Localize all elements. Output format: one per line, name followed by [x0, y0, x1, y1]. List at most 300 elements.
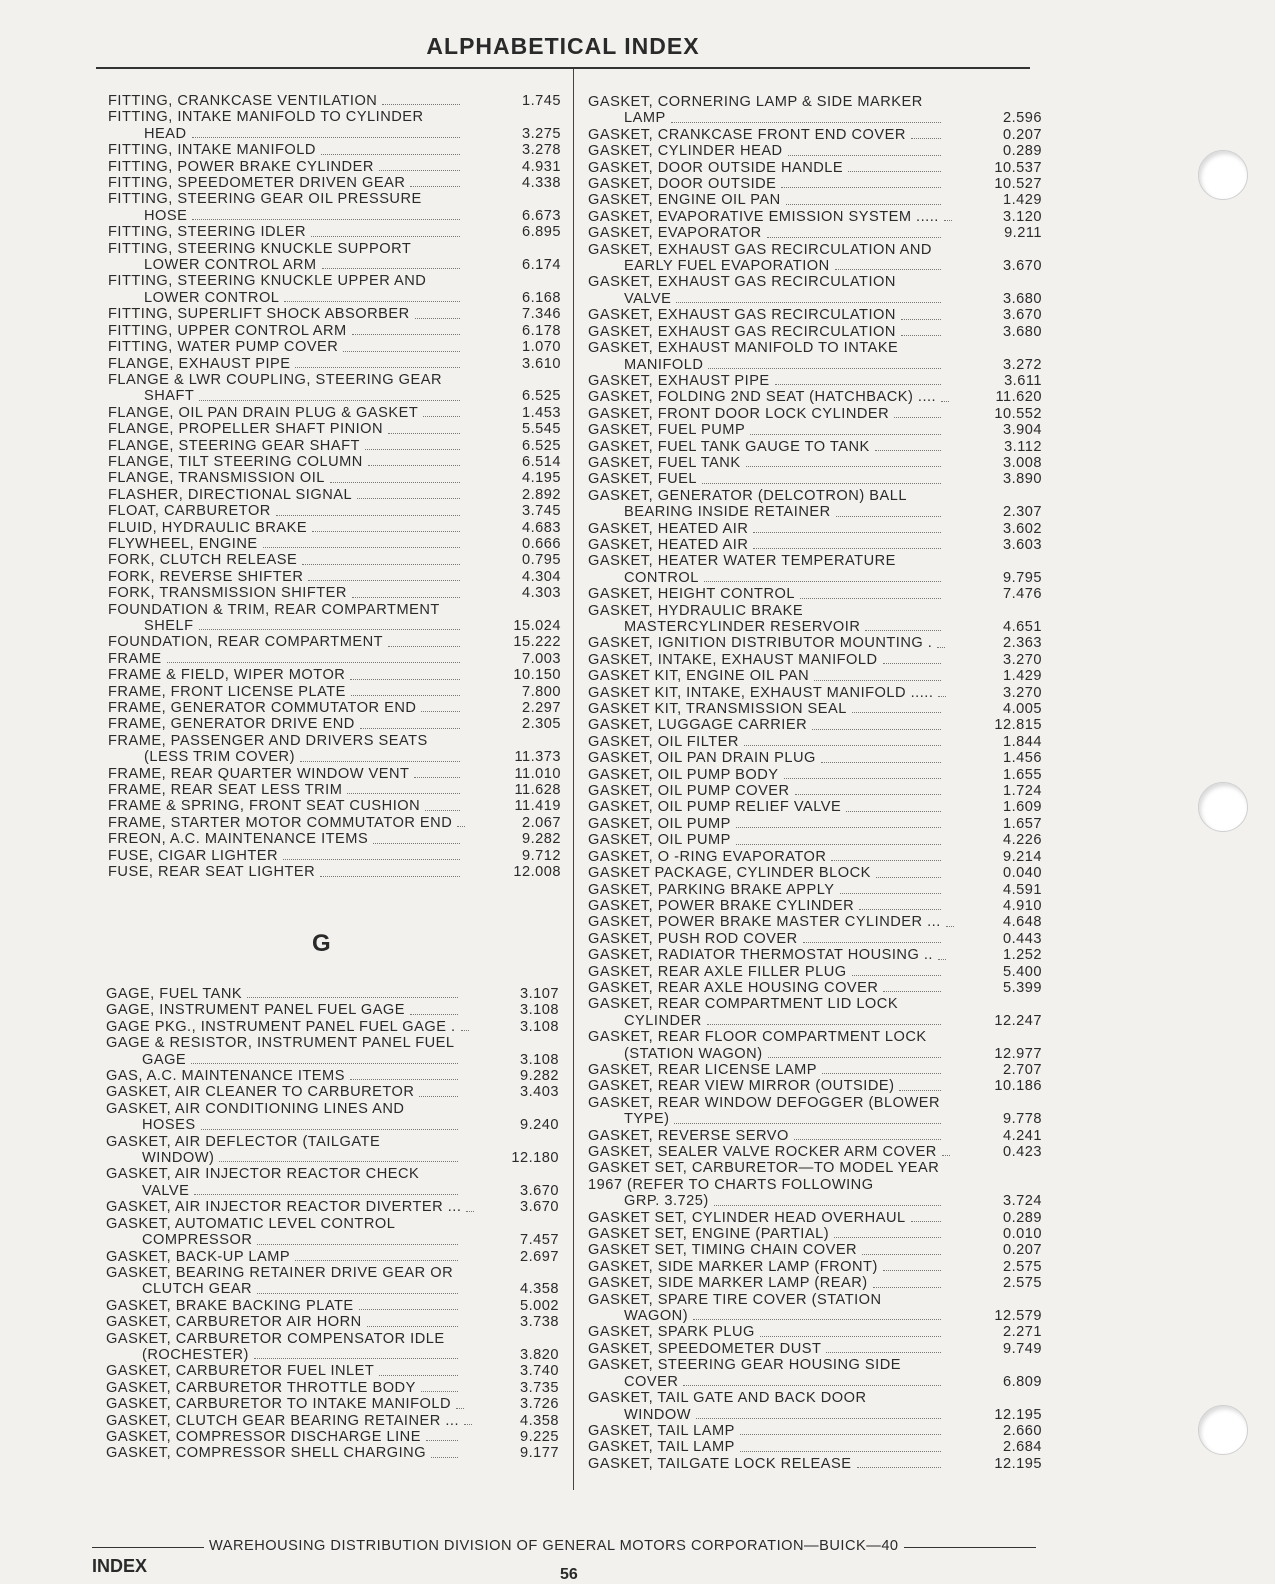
dot-leader: [373, 843, 460, 844]
dot-leader: [300, 761, 460, 762]
entry-title: [108, 487, 463, 503]
index-entry: [588, 668, 1042, 684]
entry-title: [588, 685, 944, 701]
entry-page-ref: 4.241: [1002, 1127, 1042, 1144]
index-entry: [588, 274, 1042, 307]
entry-page-ref: 3.275: [521, 125, 561, 142]
dot-leader: [942, 1155, 950, 1156]
index-entry: [108, 602, 561, 635]
entry-title: [588, 586, 944, 602]
entry-title: [588, 307, 944, 323]
entry-title-line: GASKET, BEARING RETAINER DRIVE GEAR OR: [106, 1264, 454, 1281]
entry-title-text: HOSE: [144, 207, 188, 224]
entry-page-ref: 4.226: [1002, 832, 1042, 849]
dot-leader: [708, 368, 941, 369]
dot-leader: [736, 844, 941, 845]
entry-title: [108, 454, 463, 470]
dot-leader: [786, 204, 941, 205]
dot-leader: [257, 1244, 458, 1245]
entry-title-text: FRAME & SPRING, FRONT SEAT CUSHION: [108, 798, 421, 815]
entry-title-text: FRAME, GENERATOR COMMUTATOR END: [108, 700, 417, 717]
entry-title: [588, 1242, 944, 1258]
entry-title-line: FLANGE & LWR COUPLING, STEERING GEAR: [108, 371, 442, 388]
entry-title-text: FRAME, GENERATOR DRIVE END: [108, 716, 355, 733]
entry-title: [588, 914, 944, 930]
dot-leader: [456, 1408, 464, 1409]
entry-title: [588, 865, 944, 881]
dot-leader: [365, 449, 460, 450]
index-entry: [108, 569, 561, 585]
index-entry: [106, 1166, 559, 1199]
entry-page-ref: 12.247: [994, 1012, 1042, 1029]
entry-title-text: GASKET, HEATED AIR: [588, 536, 749, 553]
index-entry: [588, 1439, 1042, 1455]
entry-title: [108, 438, 463, 454]
entry-title: [588, 1078, 944, 1094]
entry-page-ref: 4.651: [1002, 619, 1042, 635]
index-entry: [588, 422, 1042, 438]
index-entry: [588, 1456, 1042, 1472]
entry-page-ref: 0.443: [1002, 930, 1042, 947]
index-entry: [108, 667, 561, 683]
footer-rule-right: [904, 1547, 1036, 1548]
index-entry: [108, 585, 561, 601]
footer-text: WAREHOUSING DISTRIBUTION DIVISION OF GENERAL MOTORS CORPORATION—BUICK—40: [209, 1538, 899, 1554]
index-entry: [106, 1035, 559, 1068]
entry-title-text: GASKET, COMPRESSOR DISCHARGE LINE: [106, 1428, 421, 1445]
entry-title-text: FITTING, SPEEDOMETER DRIVEN GEAR: [108, 175, 406, 192]
section-letter: G: [312, 930, 331, 957]
dot-leader: [199, 629, 460, 630]
entry-title-text: VALVE: [142, 1182, 190, 1199]
dot-leader: [352, 597, 460, 598]
entry-title-continuation: [108, 290, 463, 306]
entry-title-text: GASKET PACKAGE, CYLINDER BLOCK: [588, 865, 871, 882]
entry-title: [106, 1249, 461, 1265]
entry-page-ref: 2.575: [1002, 1275, 1042, 1292]
entry-page-ref: 3.107: [519, 986, 559, 1002]
entry-title-text: GASKET, REAR AXLE FILLER PLUG: [588, 963, 847, 980]
dot-leader: [425, 810, 460, 811]
entry-title-text: FORK, CLUTCH RELEASE: [108, 552, 298, 569]
dot-leader: [201, 1129, 458, 1130]
dot-leader: [360, 728, 460, 729]
entry-page-ref: 9.749: [1002, 1340, 1042, 1357]
entry-title: [106, 1068, 461, 1084]
entry-page-ref: 9.240: [519, 1117, 559, 1134]
index-entry: [588, 225, 1042, 241]
index-entry: [108, 109, 561, 142]
index-entry: [108, 323, 561, 339]
entry-title: [588, 701, 944, 717]
entry-page-ref: 2.684: [1002, 1439, 1042, 1456]
entry-title-text: FLYWHEEL, ENGINE: [108, 535, 258, 552]
entry-title-text: GASKET, SEALER VALVE ROCKER ARM COVER: [588, 1144, 937, 1160]
index-entry: [108, 733, 561, 766]
dot-leader: [192, 137, 460, 138]
index-entry: [588, 750, 1042, 766]
entry-title-text: HEAD: [144, 125, 187, 142]
entry-title-text: FRAME, STARTER MOTOR COMMUTATOR END: [108, 814, 453, 831]
dot-leader: [671, 122, 941, 123]
entry-page-ref: 7.800: [521, 683, 561, 700]
entry-title-text: GASKET, DOOR OUTSIDE: [588, 176, 777, 193]
entry-title: [108, 667, 463, 683]
entry-title: [108, 848, 463, 864]
entry-page-ref: 3.108: [519, 1002, 559, 1019]
entry-title: [588, 947, 944, 963]
dot-leader: [865, 630, 941, 631]
entry-page-ref: 3.270: [1002, 684, 1042, 701]
dot-leader: [257, 1293, 458, 1294]
entry-title-text: (LESS TRIM COVER): [144, 749, 295, 766]
dot-leader: [263, 547, 460, 548]
dot-leader: [167, 662, 460, 663]
dot-leader: [803, 942, 941, 943]
entry-title-text: FRAME & FIELD, WIPER MOTOR: [108, 667, 346, 684]
entry-title-line: 1967 (REFER TO CHARTS FOLLOWING: [588, 1176, 874, 1193]
entry-title-line: GASKET, AIR INJECTOR REACTOR CHECK: [106, 1166, 420, 1183]
entry-title-line: GASKET, HYDRAULIC BRAKE: [588, 602, 804, 619]
footer: [92, 1538, 1036, 1554]
entry-page-ref: 4.304: [521, 568, 561, 585]
entry-page-ref: 3.724: [1002, 1193, 1042, 1210]
entry-title: [106, 1298, 461, 1314]
entry-title-text: FUSE, CIGAR LIGHTER: [108, 847, 279, 864]
index-entry: [588, 898, 1042, 914]
entry-title: [108, 175, 463, 191]
entry-title-continuation: [588, 291, 944, 307]
entry-title: [588, 964, 944, 980]
entry-title: [108, 585, 463, 601]
dot-leader: [466, 1211, 474, 1212]
entry-title: [108, 470, 463, 486]
entry-title-text: GASKET, CARBURETOR FUEL INLET: [106, 1363, 375, 1380]
entry-page-ref: 5.399: [1002, 979, 1042, 996]
entry-title-text: GASKET, TAIL LAMP: [588, 1422, 735, 1439]
entry-title-text: SHELF: [144, 618, 194, 634]
entry-title-continuation: [108, 257, 463, 273]
dot-leader: [457, 826, 465, 827]
entry-title-text: GASKET, LUGGAGE CARRIER: [588, 717, 808, 734]
index-entry: [108, 142, 561, 158]
index-entry: [588, 1292, 1042, 1325]
entry-page-ref: 3.740: [519, 1363, 559, 1380]
entry-page-ref: 2.307: [1002, 504, 1042, 521]
entry-title: [588, 471, 944, 487]
entry-title: [588, 225, 944, 241]
entry-title: [588, 849, 944, 865]
entry-title-text: FRAME, FRONT LICENSE PLATE: [108, 683, 346, 700]
index-entry: [108, 191, 561, 224]
entry-title-text: GASKET, COMPRESSOR SHELL CHARGING: [106, 1445, 427, 1462]
dot-leader: [421, 1391, 458, 1392]
dot-leader: [343, 351, 460, 352]
entry-page-ref: 3.108: [519, 1018, 559, 1035]
entry-title-text: (STATION WAGON): [624, 1045, 763, 1062]
entry-page-ref: 6.174: [521, 257, 561, 274]
entry-page-ref: 5.400: [1002, 963, 1042, 980]
entry-title-text: COMPRESSOR: [142, 1232, 253, 1249]
entry-title: [588, 537, 944, 553]
entry-title-text: LAMP: [624, 110, 666, 127]
index-entry: [106, 1413, 559, 1429]
entry-title-text: LOWER CONTROL: [144, 289, 280, 306]
binder-hole: [1198, 1405, 1248, 1455]
dot-leader: [431, 1457, 458, 1458]
index-entry: [108, 536, 561, 552]
entry-page-ref: 2.596: [1002, 110, 1042, 127]
entry-title: [588, 1423, 944, 1439]
entry-page-ref: 12.195: [994, 1406, 1042, 1423]
binder-hole: [1198, 150, 1248, 200]
entry-page-ref: 0.666: [521, 535, 561, 552]
index-entry: [588, 176, 1042, 192]
dot-leader: [822, 1073, 941, 1074]
entry-page-ref: 1.070: [521, 339, 561, 356]
entry-title-text: GASKET, OIL PUMP COVER: [588, 783, 790, 800]
dot-leader: [702, 483, 941, 484]
index-entry: [108, 421, 561, 437]
entry-title-line: GASKET, REAR COMPARTMENT LID LOCK: [588, 996, 899, 1013]
entry-title-text: GAGE PKG., INSTRUMENT PANEL FUEL GAGE .: [106, 1018, 456, 1035]
entry-title-line: GASKET, REAR FLOOR COMPARTMENT LOCK: [588, 1029, 927, 1046]
dot-leader: [219, 1161, 458, 1162]
index-column-right: [588, 94, 1042, 1472]
entry-title-continuation: [108, 618, 463, 634]
entry-page-ref: 4.303: [521, 585, 561, 602]
index-entry: [108, 831, 561, 847]
index-entry: [106, 1314, 559, 1330]
entry-title-line: GASKET, EXHAUST GAS RECIRCULATION: [588, 274, 896, 291]
index-entry: [588, 127, 1042, 143]
entry-title-line: GASKET, TAIL GATE AND BACK DOOR: [588, 1390, 867, 1407]
index-entry: [106, 1134, 559, 1167]
index-entry: [588, 603, 1042, 636]
entry-title-text: GASKET SET, CYLINDER HEAD OVERHAUL: [588, 1209, 906, 1226]
index-entry: [588, 1423, 1042, 1439]
entry-page-ref: 11.628: [514, 782, 561, 799]
index-entry: [588, 1390, 1042, 1423]
entry-title-text: GASKET, PARKING BRAKE APPLY: [588, 881, 835, 898]
entry-title-continuation: [106, 1232, 461, 1248]
entry-title-text: GASKET, SPARK PLUG: [588, 1324, 755, 1341]
dot-leader: [944, 220, 952, 221]
entry-page-ref: 3.680: [1002, 323, 1042, 340]
entry-page-ref: 11.373: [514, 749, 561, 766]
index-entry: [588, 717, 1042, 733]
dot-leader: [330, 482, 460, 483]
index-entry: [106, 1298, 559, 1314]
entry-title-line: GASKET, EXHAUST GAS RECIRCULATION AND: [588, 241, 932, 258]
entry-title-text: GASKET SET, TIMING CHAIN COVER: [588, 1242, 858, 1259]
index-entry: [108, 634, 561, 650]
index-entry: [588, 1275, 1042, 1291]
entry-title-text: GASKET, RADIATOR THERMOSTAT HOUSING ..: [588, 947, 933, 964]
index-entry: [588, 488, 1042, 521]
entry-page-ref: 4.648: [1002, 914, 1042, 931]
index-entry: [108, 651, 561, 667]
entry-page-ref: 1.655: [1002, 766, 1042, 783]
entry-page-ref: 12.008: [513, 864, 561, 881]
entry-page-ref: 12.815: [994, 717, 1042, 734]
entry-page-ref: 3.820: [519, 1346, 559, 1363]
index-entry: [106, 1068, 559, 1084]
entry-title-text: EARLY FUEL EVAPORATION: [624, 258, 830, 275]
entry-title-text: WINDOW): [142, 1150, 215, 1167]
entry-title-text: TYPE): [624, 1111, 670, 1128]
entry-title-text: GASKET, BACK-UP LAMP: [106, 1248, 291, 1265]
dot-leader: [367, 1326, 458, 1327]
entry-title-continuation: [588, 110, 944, 126]
entry-page-ref: 9.225: [519, 1428, 559, 1445]
dot-leader: [284, 301, 460, 302]
entry-page-ref: 6.525: [521, 388, 561, 405]
entry-title-text: GASKET, TAILGATE LOCK RELEASE: [588, 1455, 852, 1472]
index-entry: [588, 931, 1042, 947]
entry-title-line: GASKET, AUTOMATIC LEVEL CONTROL: [106, 1215, 396, 1232]
dot-leader: [768, 1057, 941, 1058]
entry-title: [108, 798, 463, 814]
entry-title: [108, 503, 463, 519]
index-entry: [108, 766, 561, 782]
dot-leader: [835, 269, 941, 270]
entry-title-text: (ROCHESTER): [142, 1346, 249, 1363]
entry-page-ref: 1.724: [1002, 783, 1042, 800]
index-entry: [588, 340, 1042, 373]
entry-title-text: GASKET, OIL FILTER: [588, 733, 739, 750]
entry-title-text: GASKET, BRAKE BACKING PLATE: [106, 1297, 354, 1314]
entry-page-ref: 9.177: [519, 1445, 559, 1462]
index-entry: [106, 1002, 559, 1018]
index-entry: [108, 93, 561, 109]
footer-rule-left: [92, 1547, 204, 1548]
entry-page-ref: 3.603: [1002, 536, 1042, 553]
dot-leader: [836, 516, 941, 517]
entry-title: [106, 1396, 461, 1412]
entry-title: [588, 882, 944, 898]
entry-title-text: GASKET, DOOR OUTSIDE HANDLE: [588, 159, 844, 176]
entry-title-text: GASKET, OIL PAN DRAIN PLUG: [588, 750, 816, 767]
entry-page-ref: 10.552: [994, 405, 1042, 422]
entry-page-ref: 4.358: [519, 1281, 559, 1298]
entry-title-line: FITTING, STEERING KNUCKLE UPPER AND: [108, 273, 427, 290]
entry-title: [588, 422, 944, 438]
entry-title: [588, 127, 944, 143]
index-entry: [108, 241, 561, 274]
dot-leader: [876, 877, 941, 878]
dot-leader: [911, 138, 941, 139]
entry-page-ref: 3.108: [519, 1051, 559, 1068]
entry-title-text: GASKET, AIR INJECTOR REACTOR DIVERTER ...: [106, 1199, 462, 1216]
dot-leader: [347, 793, 460, 794]
entry-title-text: GASKET, IGNITION DISTRIBUTOR MOUNTING .: [588, 635, 933, 652]
dot-leader: [821, 762, 941, 763]
index-entry: [108, 487, 561, 503]
dot-leader: [714, 1205, 941, 1206]
entry-page-ref: 0.423: [1002, 1144, 1042, 1160]
index-entry: [588, 1144, 1042, 1160]
dot-leader: [852, 975, 941, 976]
dot-leader: [826, 1352, 941, 1353]
entry-page-ref: 2.363: [1002, 635, 1042, 652]
dot-leader: [359, 1309, 458, 1310]
entry-title-text: FREON, A.C. MAINTENANCE ITEMS: [108, 831, 369, 848]
entry-title-text: GASKET, EVAPORATIVE EMISSION SYSTEM .....: [588, 208, 939, 225]
index-entry: [106, 1101, 559, 1134]
entry-title-text: FITTING, WATER PUMP COVER: [108, 339, 339, 356]
dot-leader: [276, 515, 460, 516]
entry-title-text: GASKET KIT, ENGINE OIL PAN: [588, 668, 810, 685]
entry-page-ref: 3.890: [1002, 471, 1042, 488]
entry-page-ref: 2.297: [521, 700, 561, 717]
index-entry: [108, 405, 561, 421]
dot-leader: [461, 1030, 469, 1031]
entry-title-text: GASKET, TAIL LAMP: [588, 1439, 735, 1456]
index-entry: [588, 865, 1042, 881]
entry-title: [106, 1380, 461, 1396]
entry-page-ref: 9.214: [1002, 848, 1042, 865]
index-entry: [108, 782, 561, 798]
entry-title-continuation: [588, 570, 944, 586]
index-entry: [106, 1199, 559, 1215]
dot-leader: [834, 1237, 941, 1238]
index-entry: [588, 324, 1042, 340]
index-entry: [588, 553, 1042, 586]
entry-title: [588, 389, 944, 405]
entry-title: [108, 782, 463, 798]
entry-title-text: FITTING, STEERING IDLER: [108, 224, 306, 241]
entry-title: [588, 1144, 944, 1160]
entry-title-text: GASKET, OIL PUMP: [588, 815, 731, 832]
dot-leader: [744, 745, 941, 746]
entry-title-text: CYLINDER: [624, 1012, 702, 1029]
index-label: INDEX: [92, 1556, 148, 1576]
entry-title: [588, 668, 944, 684]
dot-leader: [852, 712, 941, 713]
dot-leader: [194, 1194, 458, 1195]
entry-page-ref: 4.195: [521, 470, 561, 487]
entry-title-text: GAGE: [142, 1051, 187, 1068]
dot-leader: [862, 1254, 941, 1255]
index-entry: [588, 767, 1042, 783]
index-entry: [588, 1259, 1042, 1275]
dot-leader: [840, 893, 941, 894]
dot-leader: [740, 1451, 941, 1452]
entry-title: [588, 717, 944, 733]
index-entry: [588, 816, 1042, 832]
entry-page-ref: 2.271: [1002, 1324, 1042, 1341]
entry-title-continuation: [106, 1347, 461, 1363]
entry-title-text: GASKET, CARBURETOR THROTTLE BODY: [106, 1379, 416, 1396]
dot-leader: [707, 1024, 941, 1025]
entry-title: [588, 816, 944, 832]
entry-title-text: MANIFOLD: [624, 356, 704, 373]
index-entry: [106, 1216, 559, 1249]
entry-page-ref: 3.670: [519, 1199, 559, 1216]
entry-title-continuation: [106, 1150, 461, 1166]
entry-title: [108, 815, 463, 831]
entry-title: [588, 1259, 944, 1275]
entry-title-text: GASKET, EVAPORATOR: [588, 225, 762, 242]
entry-title-text: GASKET, OIL PUMP RELIEF VALVE: [588, 799, 842, 816]
index-entry: [588, 471, 1042, 487]
index-entry: [588, 882, 1042, 898]
dot-leader: [781, 187, 941, 188]
entry-page-ref: 3.278: [521, 142, 561, 159]
entry-title: [588, 324, 944, 340]
entry-title: [588, 1439, 944, 1455]
